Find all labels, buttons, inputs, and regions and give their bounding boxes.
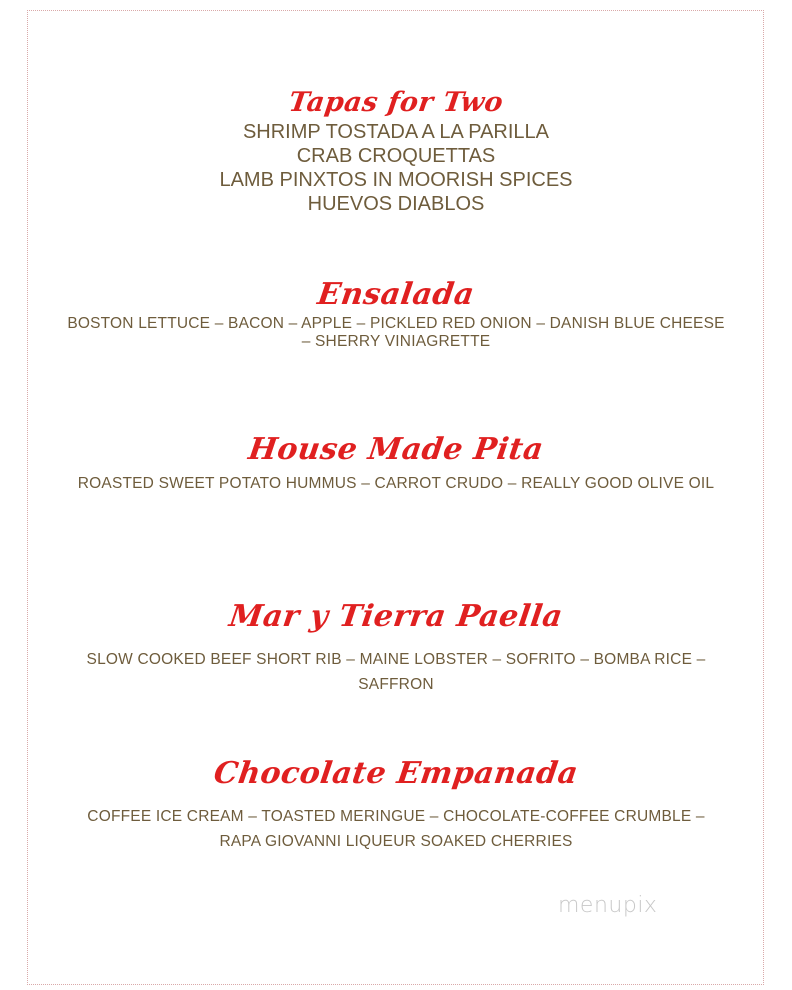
tapas-item-list	[0, 120, 792, 216]
tapas-item: SHRIMP TOSTADA A LA PARILLA	[242, 120, 550, 143]
ensalada-heading: Ensalada	[315, 277, 477, 312]
paella-desc-line: SLOW COOKED BEEF SHORT RIB – MAINE LOBSTER – SOFRITO – BOMBA RICE –	[86, 651, 706, 668]
empanada-desc-line: RAPA GIOVANNI LIQUEUR SOAKED CHERRIES	[219, 833, 573, 850]
pita-section	[0, 433, 792, 493]
tapas-section	[0, 88, 792, 216]
tapas-item: LAMB PINXTOS IN MOORISH SPICES	[219, 168, 573, 191]
empanada-heading: Chocolate Empanada	[211, 756, 581, 791]
empanada-desc-line: COFFEE ICE CREAM – TOASTED MERINGUE – CHOCOLATE-COFFEE CRUMBLE –	[87, 808, 705, 825]
empanada-section	[0, 757, 792, 854]
paella-description	[56, 647, 736, 697]
menupix-watermark: menupix	[558, 893, 658, 918]
empanada-description	[56, 804, 736, 854]
tapas-item: CRAB CROQUETTAS	[296, 144, 496, 167]
pita-description: ROASTED SWEET POTATO HUMMUS – CARROT CRUDO – REALLY GOOD OLIVE OIL	[77, 475, 715, 492]
ensalada-desc-line: BOSTON LETTUCE – BACON – APPLE – PICKLED RED ONION – DANISH BLUE CHEESE	[67, 315, 725, 332]
tapas-item: HUEVOS DIABLOS	[307, 192, 485, 215]
pita-heading: House Made Pita	[246, 432, 546, 467]
paella-heading: Mar y Tierra Paella	[226, 599, 566, 634]
ensalada-description	[56, 315, 736, 351]
ensalada-desc-line: – SHERRY VINIAGRETTE	[301, 333, 491, 350]
ensalada-section	[0, 278, 792, 351]
paella-desc-line: SAFFRON	[358, 676, 434, 693]
tapas-heading: Tapas for Two	[286, 87, 506, 118]
paella-section	[0, 600, 792, 697]
